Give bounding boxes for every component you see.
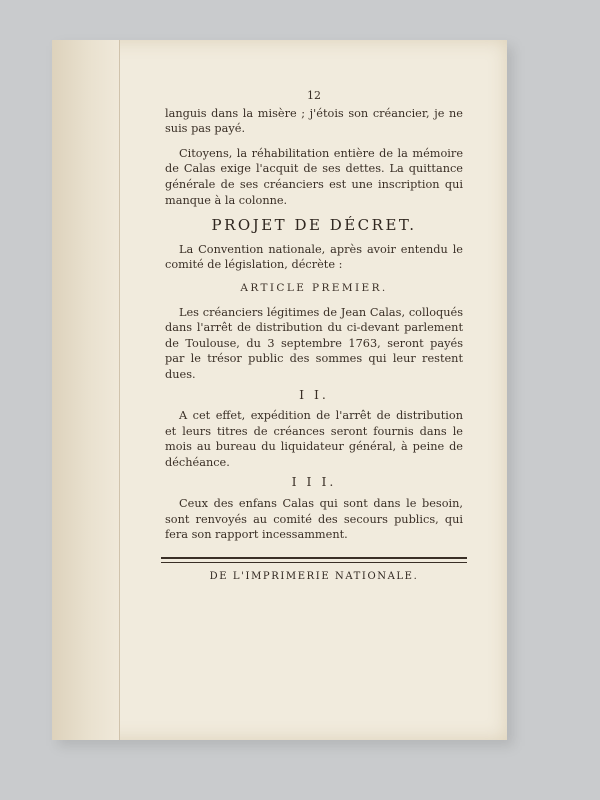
article-1-text: Les créanciers légitimes de Jean Calas, colloqués dans l'arrêt de distribution du ci-devant parlement de Toulouse, du 3 septembre 1763, seront payés par le trésor public des sommes qui leur restent dues.	[165, 305, 463, 381]
decree-heading: PROJET DE DÉCRET.	[211, 216, 417, 235]
page-spine-edge	[52, 40, 120, 740]
decree-intro: La Convention nationale, après avoir entendu le comité de législation, décrète :	[165, 242, 463, 272]
horizontal-rule	[161, 557, 467, 563]
article-2-title: I I.	[299, 386, 329, 402]
imprint-line: DE L'IMPRIMERIE NATIONALE.	[209, 570, 419, 582]
page-number: 12	[307, 89, 321, 102]
paragraph-1: languis dans la misère ; j'étois son créancier, je ne suis pas payé.	[165, 106, 463, 136]
document-text	[165, 88, 463, 584]
article-2-text: A cet effet, expédition de l'arrêt de distribution et leurs titres de créances seront fournis dans le mois au bureau du liquidateur général, à peine de déchéance.	[165, 409, 463, 469]
article-3-text: Ceux des enfans Calas qui sont dans le besoin, sont renvoyés au comité des secours publics, qui fera son rapport incessamment.	[165, 497, 463, 542]
article-1-title: ARTICLE PREMIER.	[240, 281, 388, 294]
paragraph-2: Citoyens, la réhabilitation entière de la mémoire de Calas exige l'acquit de ses dettes. La quittance générale de ses créanciers est une inscription qui manque à la colonne.	[165, 146, 463, 207]
article-3-title: I I I.	[291, 474, 337, 490]
